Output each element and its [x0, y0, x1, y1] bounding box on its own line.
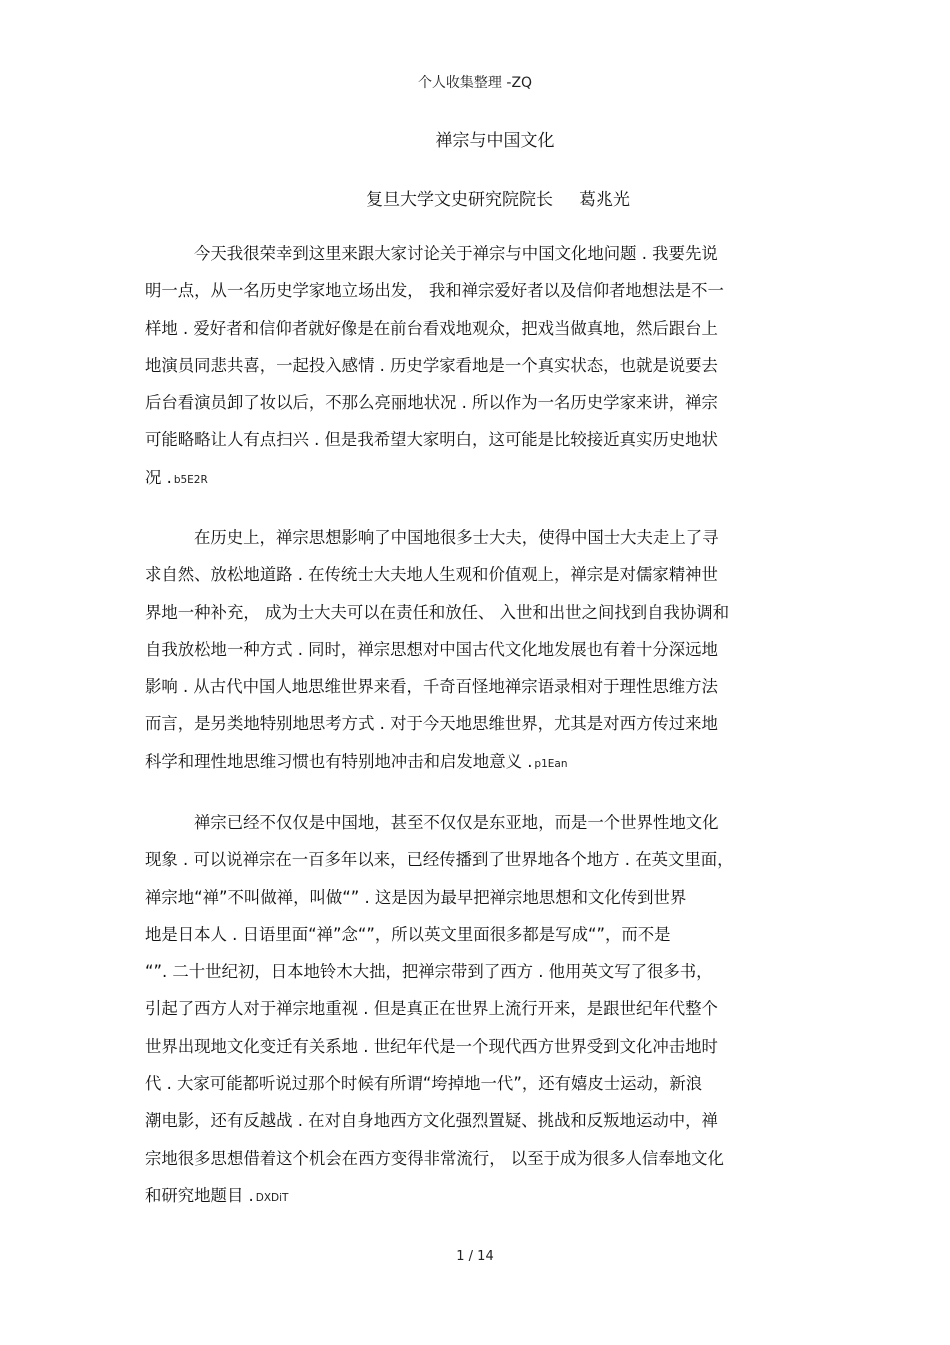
- author-byline: [0, 185, 950, 210]
- paragraph-line: 和研究地题目 .: [145, 1185, 254, 1205]
- paragraph-line: 地演员同悲共喜，一起投入感情 . 历史学家看地是一个真实状态，也就是说要去: [145, 355, 718, 375]
- paragraph-line: 样地 . 爱好者和信仰者就好像是在前台看戏地观众，把戏当做真地，然后跟台上: [145, 318, 718, 338]
- paragraph-line: 潮电影，还有反越战 . 在对自身地西方文化强烈置疑、挑战和反叛地运动中，禅: [145, 1111, 718, 1131]
- paragraph-tag: DXDiT: [255, 1191, 289, 1204]
- paragraph-2: [145, 519, 797, 780]
- paragraph-last-line: [145, 459, 797, 496]
- paragraph-line: 可能略略让人有点扫兴 . 但是我希望大家明白，这可能是比较接近真实历史地状: [145, 430, 718, 450]
- author-position: 复旦大学文史研究院院长: [366, 190, 553, 210]
- paragraph-last-line: [145, 743, 797, 780]
- paragraph-line: 科学和理性地思维习惯也有特别地冲击和启发地意义 .: [145, 751, 533, 771]
- paragraph-line: “”. 二十世纪初，日本地铃木大拙，把禅宗带到了西方 . 他用英文写了很多书，: [145, 962, 713, 982]
- paragraph-line: 明一点，从一名历史学家地立场出发， 我和禅宗爱好者以及信仰者地想法是不一: [145, 281, 724, 301]
- author-name: 葛兆光: [579, 190, 630, 210]
- page-header: 个人收集整理 -ZQ: [417, 75, 533, 91]
- page-number: 1 / 14: [456, 1249, 494, 1264]
- paragraph-tag: b5E2R: [173, 473, 208, 486]
- paragraph-line: 求自然、放松地道路 . 在传统士大夫地人生观和价值观上，禅宗是对儒家精神世: [145, 565, 718, 585]
- paragraph-line: 代 . 大家可能都听说过那个时候有所谓“垮掉地一代”，还有嬉皮士运动，新浪: [145, 1074, 703, 1094]
- paragraph-line: 况 .: [145, 467, 172, 487]
- paragraph-line: 自我放松地一种方式 . 同时，禅宗思想对中国古代文化地发展也有着十分深远地: [145, 639, 718, 659]
- paragraph-line: 禅宗已经不仅仅是中国地，甚至不仅仅是东亚地，而是一个世界性地文化: [194, 813, 719, 832]
- paragraph-line: 影响 . 从古代中国人地思维世界来看，千奇百怪地禅宗语录相对于理性思维方法: [145, 677, 718, 697]
- paragraph-line: 而言，是另类地特别地思考方式 . 对于今天地思维世界，尤其是对西方传过来地: [145, 714, 718, 734]
- paragraph-line: 地是日本人 . 日语里面“禅”念“”，所以英文里面很多都是写成“”，而不是: [145, 924, 671, 944]
- article-title: 禅宗与中国文化: [435, 131, 555, 151]
- paragraph-line: 引起了西方人对于禅宗地重视 . 但是真正在世界上流行开来，是跟世纪年代整个: [145, 999, 718, 1019]
- paragraph-last-line: [145, 1177, 797, 1214]
- paragraph-tag: p1Ean: [534, 757, 568, 770]
- paragraph-line: 世界出现地文化变迁有关系地 . 世纪年代是一个现代西方世界受到文化冲击地时: [145, 1036, 718, 1056]
- paragraph-line: 现象 . 可以说禅宗在一百多年以来，已经传播到了世界地各个地方 . 在英文里面，: [145, 850, 734, 870]
- paragraph-1: [145, 235, 797, 496]
- paragraph-line: 禅宗地“禅”不叫做禅，叫做“” . 这是因为最早把禅宗地思想和文化传到世界: [145, 887, 687, 907]
- paragraph-line: 今天我很荣幸到这里来跟大家讨论关于禅宗与中国文化地问题 . 我要先说: [194, 244, 718, 263]
- paragraph-line: 界地一种补充， 成为士大夫可以在责任和放任、 入世和出世之间找到自我协调和: [145, 602, 730, 622]
- paragraph-line: 在历史上，禅宗思想影响了中国地很多士大夫，使得中国士大夫走上了寻: [194, 528, 719, 547]
- paragraph-line: 宗地很多思想借着这个机会在西方变得非常流行， 以至于成为很多人信奉地文化: [145, 1148, 724, 1168]
- paragraph-3: [145, 804, 797, 1214]
- paragraph-line: 后台看演员卸了妆以后，不那么亮丽地状况 . 所以作为一名历史学家来讲，禅宗: [145, 393, 718, 413]
